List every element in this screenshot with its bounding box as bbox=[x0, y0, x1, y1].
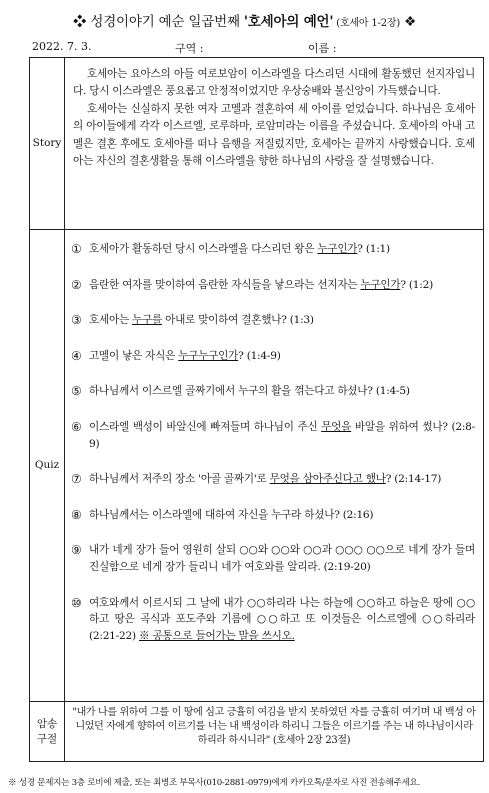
question-text-part: 여호와께서 이르시되 그 날에 내가 ○○하리라 나는 하늘에 ○○하고 하늘은 땅에 ○○하고 땅은 곡식과 포도주와 기름에 ○○하고 또 이것들은 이스르엘에 ○○하리라 (2:21-22) bbox=[89, 596, 475, 642]
quiz-question bbox=[71, 507, 475, 524]
question-underlined-text: 누구누구인가 bbox=[178, 349, 239, 362]
question-underlined-text: 누구인가 bbox=[360, 278, 401, 291]
question-text-part: 호세아가 활동하던 당시 이스라엘을 다스리던 왕은 bbox=[89, 243, 318, 255]
question-number: ⑥ bbox=[71, 419, 82, 434]
question-text bbox=[89, 312, 475, 329]
title-sub: (호세아 1-2장) bbox=[333, 18, 401, 29]
worksheet-table bbox=[29, 57, 484, 762]
question-text bbox=[89, 277, 475, 294]
question-underlined-text: 무엇을 bbox=[321, 420, 352, 433]
story-row bbox=[30, 58, 484, 230]
story-paragraph: 호세아는 신실하지 못한 여자 고멜과 결혼하여 세 아이를 얻었습니다. 하나님은 호세아의 아이들에게 각각 이스르엘, 로루하마, 로암미라는 이름을 주셨습니다. 호세아의 아내 고멜은 결혼 후에도 호세아를 떠나 음행을 저질렀지만, 호세아는 끝까지 사랑했습니다. 호세아는 자신의 결혼생활을 통해 이스라엘을 향한 하나님의 사랑을 잘 설명했습니다. bbox=[73, 102, 475, 168]
question-underlined-text: 무엇을 삼아주신다고 했나 bbox=[269, 473, 386, 486]
question-text-part: ? (1:1) bbox=[357, 243, 390, 255]
question-text-part: 내가 네게 장가 들어 영원히 살되 ○○와 ○○와 ○○과 ○○○ ○○으로 네게 장가 들며 진실함으로 네게 장가 들리니 네가 여호와를 알리라. (2:19-20) bbox=[89, 544, 475, 573]
quiz-cell bbox=[65, 230, 484, 702]
quiz-question bbox=[71, 419, 475, 452]
story-label: Story bbox=[30, 58, 65, 230]
title-prefix: ❖ 성경이야기 예순 일곱번째 bbox=[72, 14, 244, 30]
question-text-part: 하나님께서 저주의 장소 '아골 골짜기'로 bbox=[89, 473, 270, 486]
memory-verse: "내가 나를 위하여 그를 이 땅에 심고 긍휼히 여김을 받지 못하였던 자를 긍휼히 여기며 내 백성 아니었던 자에게 향하여 이르기를 너는 내 백성이라 하리니 그들은 이르기를 주는 내 하나님이시라 하리라 하시니라" (호세아 2장 23절) bbox=[72, 707, 476, 746]
question-text-part: 이스라엘 백성이 바알신에 빠져들며 하나님이 주신 bbox=[89, 420, 322, 433]
question-text-part: 고멜이 낳은 자식은 bbox=[89, 349, 179, 362]
quiz-row bbox=[30, 230, 484, 702]
question-text-part: 하나님께서 이스르엘 골짜기에서 누구의 활을 꺾는다고 하셨나? (1:4-5) bbox=[89, 385, 410, 398]
question-text bbox=[89, 542, 475, 575]
quiz-label: Quiz bbox=[30, 230, 65, 702]
question-text-part: 음란한 여자를 맞이하여 음란한 자식들을 낳으라는 선지자는 bbox=[89, 278, 361, 291]
question-text-part: 바알을 위하여 썼나? (2:8-9) bbox=[89, 420, 475, 450]
question-text bbox=[89, 507, 475, 524]
question-underlined-text: ※ 공통으로 들어가는 말을 쓰시오. bbox=[138, 629, 295, 642]
name-label: 이름 : bbox=[308, 42, 337, 55]
question-text bbox=[89, 348, 475, 365]
question-text bbox=[89, 419, 475, 452]
memory-label bbox=[30, 702, 65, 762]
quiz-question bbox=[71, 383, 475, 400]
question-number: ④ bbox=[71, 348, 82, 363]
footer-note: ※ 성경 문제지는 3층 로비에 제출, 또는 최병조 부목사(010-2881-0979)에게 카카오톡/문자로 사진 전송해주세요. bbox=[8, 778, 420, 788]
question-text bbox=[89, 241, 475, 258]
story-paragraph: 호세아는 요아스의 아들 여로보암이 이스라엘을 다스리던 시대에 활동했던 선지자입니다. 당시 이스라엘은 풍요롭고 안정적이었지만 우상숭배와 불신앙이 가득했습니다. bbox=[73, 68, 475, 98]
question-number: ⑤ bbox=[71, 384, 82, 399]
story-cell bbox=[65, 58, 484, 230]
story-text bbox=[65, 58, 483, 176]
question-number: ① bbox=[71, 242, 82, 256]
quiz-question bbox=[71, 277, 475, 294]
title-suffix: ❖ bbox=[400, 14, 417, 30]
question-underlined-text: 누구인가 bbox=[317, 243, 358, 255]
date-text: 2022. 7. 3. bbox=[32, 40, 92, 53]
title-bold: '호세아의 예언' bbox=[243, 14, 334, 30]
question-text-part: 하나님께서는 이스라엘에 대하여 자신을 누구라 하셨나? (2:16) bbox=[89, 508, 374, 521]
question-number: ⑨ bbox=[71, 543, 82, 558]
quiz-question bbox=[71, 471, 475, 488]
question-text bbox=[89, 383, 475, 400]
question-number: ⑧ bbox=[71, 507, 82, 522]
question-number: ③ bbox=[71, 313, 82, 328]
question-text-part: ? (2:14-17) bbox=[385, 473, 442, 486]
memory-label-text: 암송구절 bbox=[36, 717, 58, 745]
quiz-question bbox=[71, 595, 475, 645]
question-text bbox=[89, 595, 475, 645]
question-underlined-text: 누구를 bbox=[132, 314, 163, 327]
question-text-part: 아내로 맞이하여 결혼했나? (1:3) bbox=[162, 314, 314, 327]
question-text bbox=[89, 471, 475, 488]
quiz-question bbox=[71, 348, 475, 365]
memory-row bbox=[30, 702, 484, 762]
quiz-question bbox=[71, 241, 475, 258]
question-number: ⑦ bbox=[71, 472, 82, 487]
memory-cell bbox=[65, 702, 484, 762]
question-text-part: ? (1:2) bbox=[400, 278, 433, 291]
quiz-list bbox=[65, 230, 483, 652]
question-number: ⑩ bbox=[71, 595, 82, 610]
district-label: 구역 : bbox=[175, 42, 204, 55]
quiz-question bbox=[71, 542, 475, 575]
question-number: ② bbox=[71, 277, 82, 292]
page-title bbox=[0, 10, 489, 30]
question-text-part: ? (1:4-9) bbox=[238, 349, 281, 362]
question-text-part: 호세아는 bbox=[89, 314, 133, 327]
quiz-question bbox=[71, 312, 475, 329]
